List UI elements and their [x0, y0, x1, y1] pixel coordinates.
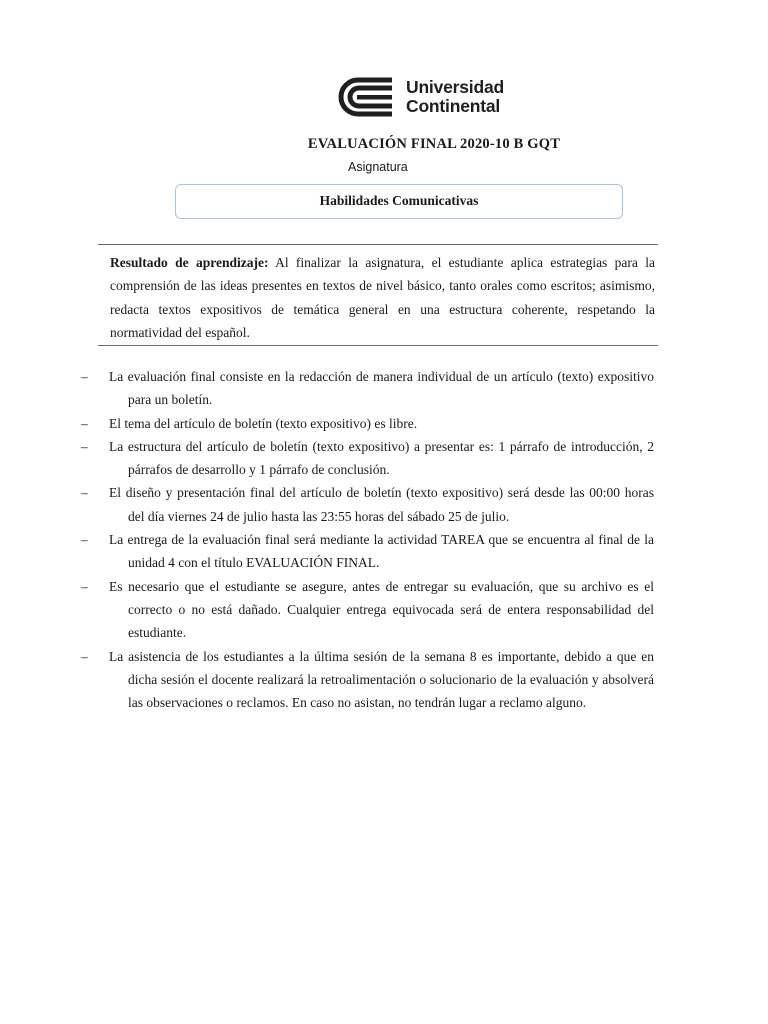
logo-line-1: Universidad [406, 77, 504, 97]
subject-box [175, 184, 623, 219]
subject-name: Habilidades Comunicativas [319, 193, 479, 208]
list-item-text: El tema del artículo de boletín (texto expositivo) es libre. [109, 415, 418, 431]
list-item: – La evaluación final consiste en la redacción de manera individual de un artículo (texto) expositivo para un boletín. [81, 369, 654, 408]
list-item-text: El diseño y presentación final del artículo de boletín (texto expositivo) será desde las 00:00 horas del día viernes 24 de julio hasta las 23:55 horas del sábado 25 de julio. [109, 485, 654, 524]
learning-outcome [110, 251, 655, 344]
list-item-text: La asistencia de los estudiantes a la última sesión de la semana 8 es importante, debido a que en dicha sesión el docente realizará la retroalimentación o solucionario de la evaluación y absolverá las observaciones o reclamos. En caso no asistan, no tendrán lugar a reclamo alguno. [109, 648, 654, 711]
logo-line-2: Continental [406, 96, 501, 116]
list-item-text: Es necesario que el estudiante se asegure, antes de entregar su evaluación, que su archivo es el correcto o no está dañado. Cualquier entrega equivocada será de entera responsabilidad del estudiante. [109, 578, 654, 641]
learning-outcome-text: Al finalizar la asignatura, el estudiante aplica estrategias para la comprensión de las ideas presentes en textos de nivel básico, tanto orales como escritos; asimismo, redacta textos expositivos de temática general en una estructura coherente, respetando la normatividad del español. [110, 255, 656, 340]
subject-label: Asignatura [348, 160, 408, 174]
list-item: – Es necesario que el estudiante se asegure, antes de entregar su evaluación, que su archivo es el correcto o no está dañado. Cualquier entrega equivocada será de entera responsabilidad del estudiante. [81, 578, 654, 641]
learning-outcome-label: Resultado de aprendizaje: [110, 255, 269, 270]
divider-bottom [98, 345, 658, 346]
list-item: – El tema del artículo de boletín (texto expositivo) es libre. [81, 415, 418, 431]
list-item: – La entrega de la evaluación final será mediante la actividad TAREA que se encuentra al final de la unidad 4 con el título EVALUACIÓN FINAL. [81, 532, 654, 571]
page-title: EVALUACIÓN FINAL 2020-10 B GQT [307, 136, 561, 152]
list-item: – La estructura del artículo de boletín (texto expositivo) a presentar es: 1 párrafo de introducción, 2 párrafos de desarrollo y 1 párrafo de conclusión. [81, 438, 654, 478]
list-item: – El diseño y presentación final del artículo de boletín (texto expositivo) será desde las 00:00 horas del día viernes 24 de julio hasta las 23:55 horas del sábado 25 de julio. [81, 485, 654, 524]
continental-emblem-icon [336, 76, 396, 118]
list-item: – La asistencia de los estudiantes a la última sesión de la semana 8 es importante, debido a que en dicha sesión el docente realizará la retroalimentación o solucionario de la evaluación y absolverá las observaciones o reclamos. En caso no asistan, no tendrán lugar a reclamo alguno. [81, 648, 654, 711]
list-item-text: La estructura del artículo de boletín (texto expositivo) a presentar es: 1 párrafo de introducción, 2 párrafos de desarrollo y 1 párrafo de conclusión. [109, 438, 654, 478]
list-item-text: La entrega de la evaluación final será mediante la actividad TAREA que se encuentra al final de la unidad 4 con el título EVALUACIÓN FINAL. [109, 532, 654, 571]
instructions-list [81, 365, 654, 714]
university-logo [336, 74, 506, 122]
logo-wordmark [406, 78, 504, 116]
divider-top [98, 244, 658, 245]
list-item-text: La evaluación final consiste en la redacción de manera individual de un artículo (texto) expositivo para un boletín. [109, 369, 654, 408]
